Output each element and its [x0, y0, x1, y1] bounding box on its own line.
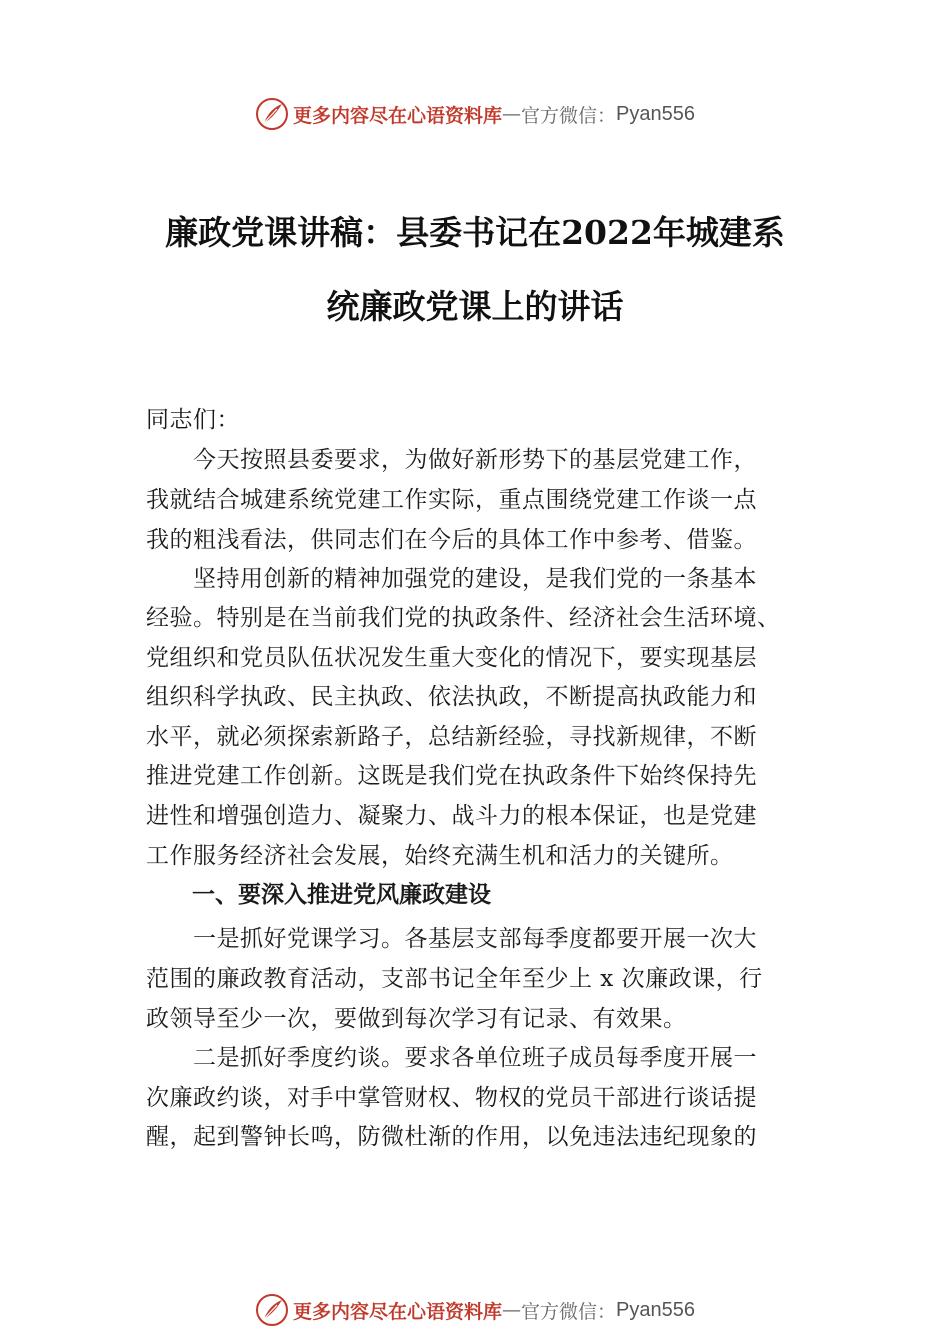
watermark-official: 官方微信： — [521, 104, 617, 127]
body-line: 政领导至少一次，要做到每次学习有记录、有效果。 — [146, 1006, 687, 1032]
body-line: 今天按照县委要求，为做好新形势下的基层党建工作， — [146, 447, 757, 473]
body-line: 工作服务经济社会发展，始终充满生机和活力的关键所。 — [146, 843, 734, 869]
header-watermark — [0, 94, 950, 134]
document-title-line-2: 统廉政党课上的讲话 — [326, 287, 624, 326]
salutation: 同志们： — [146, 407, 240, 433]
body-line: 范围的廉政教育活动，支部书记全年至少上 x 次廉政课，行 — [146, 966, 763, 992]
body-line: 坚持用创新的精神加强党的建设，是我们党的一条基本 — [146, 566, 757, 592]
body-line: 二是抓好季度约谈。要求各单位班子成员每季度开展一 — [146, 1045, 757, 1071]
body-line: 醒，起到警钟长鸣，防微杜渐的作用，以免违法违纪现象的 — [146, 1124, 757, 1150]
document-title-line-1: 廉政党课讲稿：县委书记在2022年城建系 — [165, 213, 785, 252]
body-line: 我就结合城建系统党建工作实际，重点围绕党建工作谈一点 — [146, 487, 757, 513]
body-line: 一是抓好党课学习。各基层支部每季度都要开展一次大 — [146, 926, 757, 952]
body-line: 我的粗浅看法，供同志们在今后的具体工作中参考、借鉴。 — [146, 527, 757, 553]
watermark-separator: — — [502, 1299, 522, 1321]
body-line: 进性和增强创造力、凝聚力、战斗力的根本保证，也是党建 — [146, 803, 757, 829]
feather-logo-icon — [255, 97, 289, 131]
watermark-separator: — — [502, 103, 522, 125]
footer-watermark — [0, 1290, 950, 1330]
watermark-official: 官方微信： — [521, 1300, 617, 1323]
body-line: 次廉政约谈，对手中掌管财权、物权的党员干部进行谈话提 — [146, 1085, 757, 1111]
feather-logo-icon — [255, 1293, 289, 1327]
body-line: 推进党建工作创新。这既是我们党在执政条件下始终保持先 — [146, 763, 757, 789]
watermark-brand: 更多内容尽在心语资料库 — [293, 1300, 503, 1323]
watermark-wechat-id: Pyan556 — [616, 102, 695, 125]
watermark-brand: 更多内容尽在心语资料库 — [293, 104, 503, 127]
body-line: 党组织和党员队伍状况发生重大变化的情况下，要实现基层 — [146, 645, 757, 671]
body-line: 水平，就必须探索新路子，总结新经验，寻找新规律，不断 — [146, 724, 757, 750]
body-line: 经验。特别是在当前我们党的执政条件、经济社会生活环境、 — [146, 605, 781, 631]
body-line: 组织科学执政、民主执政、依法执政，不断提高执政能力和 — [146, 684, 757, 710]
watermark-wechat-id: Pyan556 — [616, 1298, 695, 1321]
section-heading: 一、要深入推进党风廉政建设 — [146, 882, 491, 908]
